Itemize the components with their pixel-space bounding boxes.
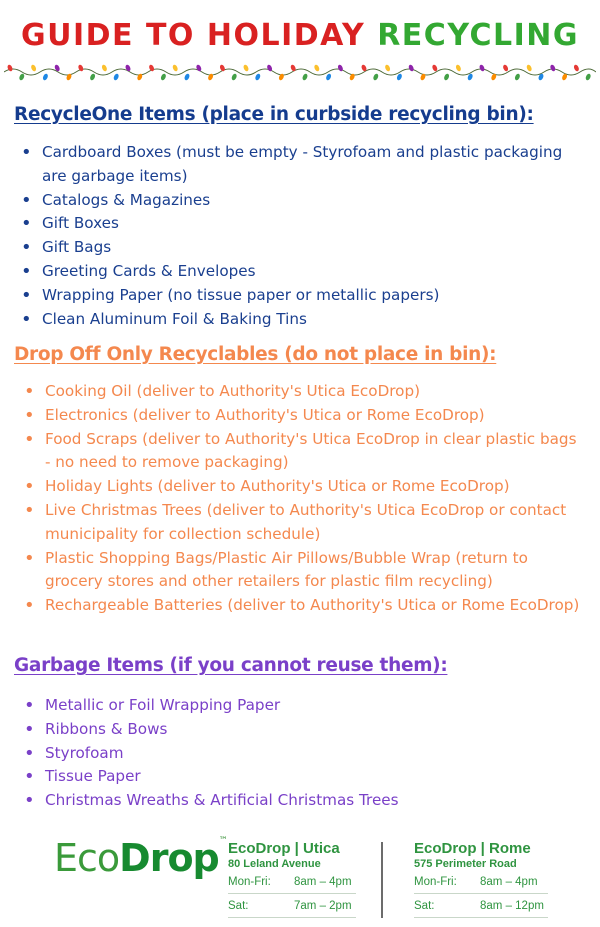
hours-time: 7am – 2pm bbox=[294, 900, 352, 912]
light-bulb-icon bbox=[337, 64, 344, 72]
light-bulb-icon bbox=[325, 73, 332, 81]
hours-row bbox=[414, 894, 548, 918]
logo-trademark: ™ bbox=[218, 836, 227, 846]
light-bulb-icon bbox=[479, 64, 486, 72]
hours-days: Sat: bbox=[414, 900, 435, 912]
light-bulb-icon bbox=[125, 64, 132, 72]
location-name: EcoDrop | Utica bbox=[228, 840, 340, 857]
light-bulb-icon bbox=[54, 64, 61, 72]
light-bulb-icon bbox=[384, 64, 391, 72]
rome-location bbox=[414, 840, 548, 918]
list-item: • Christmas Wreaths & Artificial Christmas Trees bbox=[45, 789, 585, 813]
recycle-items-heading: RecycleOne Items (place in curbside recycling bin): bbox=[14, 104, 534, 125]
light-bulb-icon bbox=[7, 64, 14, 72]
title-part-red: GUIDE TO HOLIDAY bbox=[20, 18, 366, 53]
light-bulb-icon bbox=[195, 64, 202, 72]
list-item: • Food Scraps (deliver to Authority's Utica EcoDrop in clear plastic bags - no need to remove packaging) bbox=[45, 428, 585, 476]
light-bulb-icon bbox=[113, 73, 120, 81]
holiday-lights-garland-icon bbox=[4, 62, 596, 84]
recycle-items-list bbox=[42, 141, 587, 331]
list-item: • Greeting Cards & Envelopes bbox=[42, 260, 587, 284]
light-bulb-icon bbox=[408, 64, 415, 72]
location-divider bbox=[381, 842, 383, 918]
light-bulb-icon bbox=[172, 64, 179, 72]
list-item: • Gift Bags bbox=[42, 236, 587, 260]
light-bulb-icon bbox=[549, 64, 556, 72]
ecodrop-logo bbox=[54, 836, 227, 880]
hours-days: Sat: bbox=[228, 900, 249, 912]
light-bulb-icon bbox=[160, 73, 167, 81]
title-part-green: RECYCLING bbox=[377, 18, 579, 53]
location-address: 80 Leland Avenue bbox=[228, 858, 321, 870]
dropoff-items-list bbox=[45, 380, 585, 618]
utica-location bbox=[228, 840, 356, 918]
light-bulb-icon bbox=[585, 73, 592, 81]
list-item: • Holiday Lights (deliver to Authority's Utica or Rome EcoDrop) bbox=[45, 475, 585, 499]
light-bulb-icon bbox=[573, 64, 580, 72]
light-bulb-icon bbox=[313, 64, 320, 72]
list-item: • Electronics (deliver to Authority's Utica or Rome EcoDrop) bbox=[45, 404, 585, 428]
list-item: • Rechargeable Batteries (deliver to Authority's Utica or Rome EcoDrop) bbox=[45, 594, 585, 618]
light-bulb-icon bbox=[302, 73, 309, 81]
hours-row bbox=[414, 870, 548, 894]
logo-eco: Eco bbox=[54, 836, 120, 880]
page-title bbox=[0, 18, 600, 53]
hours-row bbox=[228, 894, 356, 918]
hours-row bbox=[228, 870, 356, 894]
light-bulb-icon bbox=[243, 64, 250, 72]
hours-days: Mon-Fri: bbox=[414, 876, 457, 888]
light-bulb-icon bbox=[30, 64, 37, 72]
list-item: • Wrapping Paper (no tissue paper or metallic papers) bbox=[42, 284, 587, 308]
light-bulb-icon bbox=[219, 64, 226, 72]
light-bulb-icon bbox=[42, 73, 49, 81]
list-item: • Plastic Shopping Bags/Plastic Air Pillows/Bubble Wrap (return to grocery stores and other retailers for plastic film recycling) bbox=[45, 547, 585, 595]
list-item: • Gift Boxes bbox=[42, 212, 587, 236]
light-bulb-icon bbox=[420, 73, 427, 81]
light-bulb-icon bbox=[18, 73, 25, 81]
light-bulb-icon bbox=[514, 73, 521, 81]
light-bulb-icon bbox=[455, 64, 462, 72]
light-bulb-icon bbox=[372, 73, 379, 81]
garbage-items-list bbox=[45, 694, 585, 813]
light-bulb-icon bbox=[526, 64, 533, 72]
list-item: • Cardboard Boxes (must be empty - Styrofoam and plastic packaging are garbage items) bbox=[42, 141, 587, 189]
list-item: • Metallic or Foil Wrapping Paper bbox=[45, 694, 585, 718]
light-bulb-icon bbox=[502, 64, 509, 72]
light-bulb-icon bbox=[184, 73, 191, 81]
location-address: 575 Perimeter Road bbox=[414, 858, 517, 870]
list-item: • Catalogs & Magazines bbox=[42, 189, 587, 213]
light-bulb-icon bbox=[89, 73, 96, 81]
location-name: EcoDrop | Rome bbox=[414, 840, 531, 857]
hours-time: 8am – 12pm bbox=[480, 900, 544, 912]
dropoff-items-heading: Drop Off Only Recyclables (do not place in bin): bbox=[14, 344, 497, 365]
light-bulb-icon bbox=[443, 73, 450, 81]
hours-time: 8am – 4pm bbox=[480, 876, 538, 888]
light-bulb-icon bbox=[290, 64, 297, 72]
light-bulb-icon bbox=[490, 73, 497, 81]
logo-drop: Drop bbox=[119, 836, 219, 880]
light-bulb-icon bbox=[101, 64, 108, 72]
list-item: • Cooking Oil (deliver to Authority's Utica EcoDrop) bbox=[45, 380, 585, 404]
list-item: • Tissue Paper bbox=[45, 765, 585, 789]
hours-time: 8am – 4pm bbox=[294, 876, 352, 888]
list-item: • Live Christmas Trees (deliver to Authority's Utica EcoDrop or contact municipality for collection schedule) bbox=[45, 499, 585, 547]
list-item: • Clean Aluminum Foil & Baking Tins bbox=[42, 308, 587, 332]
list-item: • Ribbons & Bows bbox=[45, 718, 585, 742]
garbage-items-heading: Garbage Items (if you cannot reuse them): bbox=[14, 655, 448, 676]
light-bulb-icon bbox=[231, 73, 238, 81]
hours-days: Mon-Fri: bbox=[228, 876, 271, 888]
list-item: • Styrofoam bbox=[45, 742, 585, 766]
light-bulb-icon bbox=[254, 73, 261, 81]
